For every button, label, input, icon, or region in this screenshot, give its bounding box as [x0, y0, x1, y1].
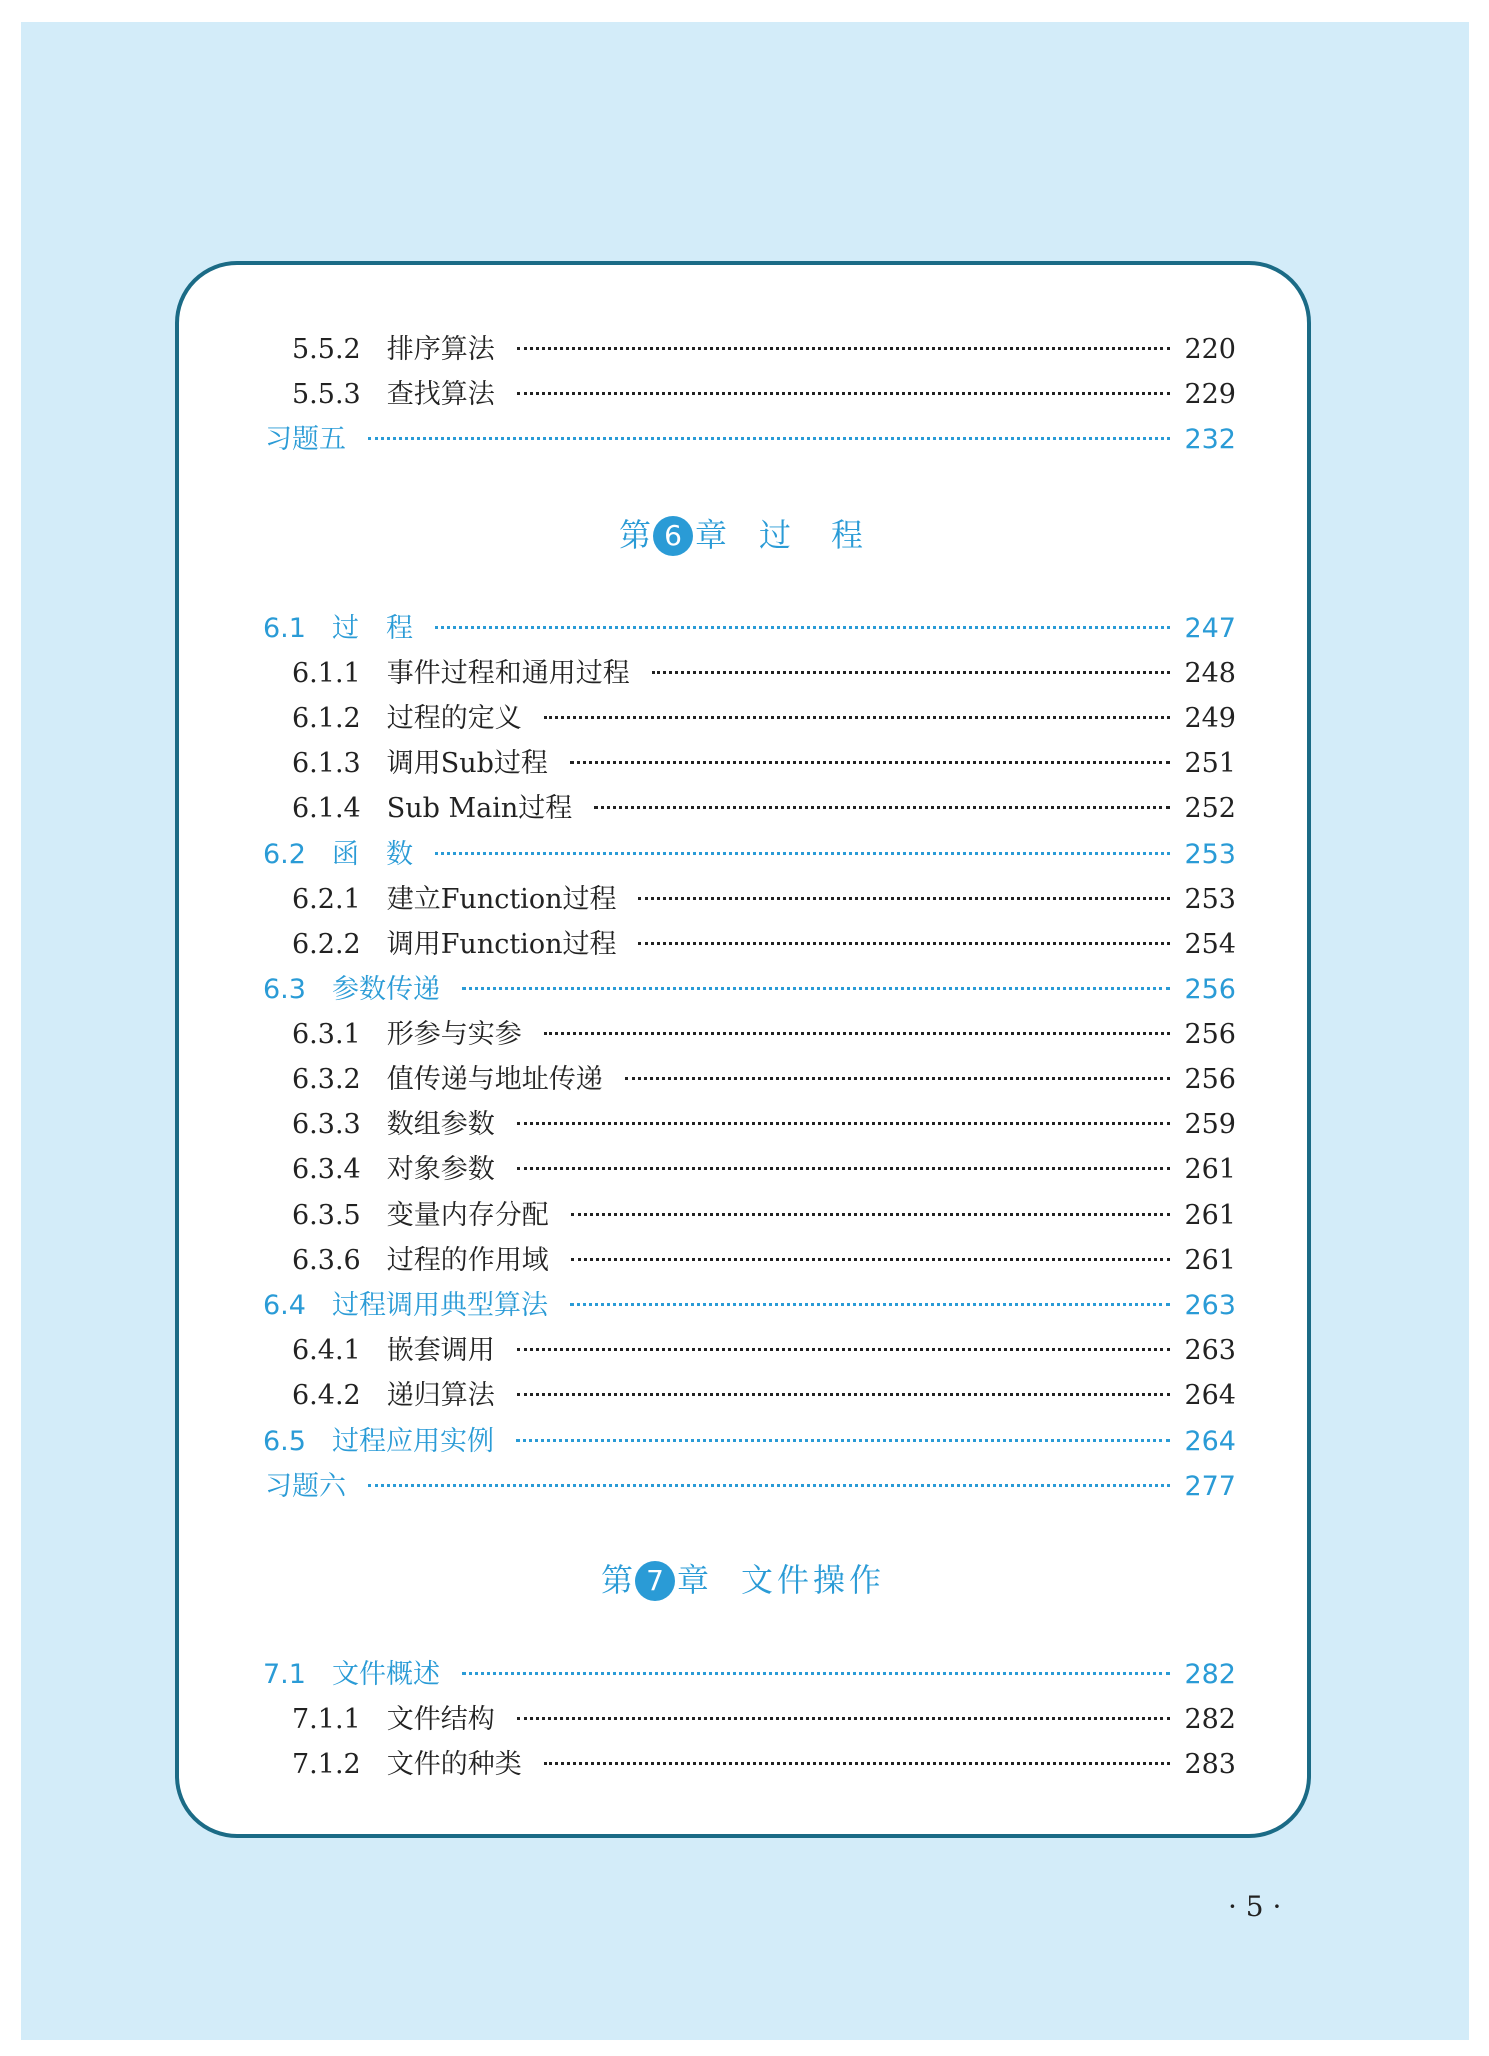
toc-entry-sub[interactable] — [179, 1697, 1307, 1737]
entry-title: 习题五 — [265, 424, 346, 455]
toc-entry-section[interactable] — [179, 606, 1307, 646]
entry-number: 5.5.3 — [292, 379, 361, 410]
entry-page-number: 247 — [1184, 613, 1236, 644]
toc-entry-sub[interactable] — [179, 1102, 1307, 1142]
entry-page-number: 259 — [1184, 1109, 1236, 1140]
entry-number: 6.3.6 — [292, 1245, 361, 1276]
entry-number: 6.1 — [263, 613, 306, 644]
chapter-heading — [179, 512, 1307, 558]
entry-title: 参数传递 — [331, 974, 440, 1005]
toc-entry-section[interactable] — [179, 1419, 1307, 1459]
dot-leader — [594, 806, 1170, 809]
entry-title: 文件的种类 — [386, 1749, 522, 1780]
dot-leader — [625, 1077, 1171, 1080]
toc-entry-section[interactable] — [179, 1283, 1307, 1323]
entry-number: 6.3.3 — [292, 1109, 361, 1140]
entry-page-number: 252 — [1184, 793, 1236, 824]
dot-leader — [435, 852, 1171, 855]
entry-page-number: 256 — [1184, 1064, 1236, 1095]
toc-entry-sub[interactable] — [179, 651, 1307, 691]
toc-entry-sub[interactable] — [179, 922, 1307, 962]
toc-entry-sub[interactable] — [179, 877, 1307, 917]
toc-entry-sub[interactable] — [179, 327, 1307, 367]
entry-title: 嵌套调用 — [386, 1335, 495, 1366]
dot-leader — [571, 1258, 1171, 1261]
entry-title: 文件结构 — [386, 1704, 495, 1735]
entry-title: 递归算法 — [386, 1380, 495, 1411]
entry-page-number: 261 — [1184, 1200, 1236, 1231]
dot-leader — [570, 761, 1171, 764]
entry-page-number: 261 — [1184, 1245, 1236, 1276]
toc-entry-sub[interactable] — [179, 1147, 1307, 1187]
dot-leader — [368, 1484, 1170, 1487]
toc-entry-sub[interactable] — [179, 1193, 1307, 1233]
dot-leader — [517, 1717, 1171, 1720]
dot-leader — [638, 942, 1170, 945]
entry-title: 对象参数 — [386, 1154, 495, 1185]
chapter-heading — [179, 1557, 1307, 1603]
toc-entry-sub[interactable] — [179, 1373, 1307, 1413]
entry-page-number: 277 — [1184, 1471, 1236, 1502]
dot-leader — [516, 1439, 1171, 1442]
entry-page-number: 251 — [1184, 748, 1236, 779]
toc-entry-sub[interactable] — [179, 1238, 1307, 1278]
entry-page-number: 282 — [1184, 1704, 1236, 1735]
chapter-number-badge: 6 — [653, 516, 693, 556]
entry-page-number: 253 — [1184, 884, 1236, 915]
entry-number: 6.3 — [263, 974, 306, 1005]
entry-title: 建立Function过程 — [386, 884, 617, 915]
entry-page-number: 282 — [1184, 1659, 1236, 1690]
entry-number: 6.4 — [263, 1290, 306, 1321]
dot-leader — [435, 626, 1171, 629]
entry-page-number: 263 — [1184, 1290, 1236, 1321]
entry-number: 6.4.2 — [292, 1380, 361, 1411]
dot-leader — [570, 1303, 1171, 1306]
chapter-prefix: 第 — [618, 516, 651, 554]
entry-number: 6.1.2 — [292, 703, 361, 734]
toc-entry-sub[interactable] — [179, 372, 1307, 412]
toc-entry-sub[interactable] — [179, 786, 1307, 826]
entry-number: 6.3.5 — [292, 1200, 361, 1231]
dot-leader — [368, 437, 1170, 440]
toc-entry-exercise[interactable] — [179, 417, 1307, 457]
chapter-number-badge: 7 — [635, 1561, 675, 1601]
entry-number: 6.3.4 — [292, 1154, 361, 1185]
entry-title: 文件概述 — [331, 1659, 440, 1690]
entry-number: 5.5.2 — [292, 334, 361, 365]
dot-leader — [517, 1393, 1171, 1396]
dot-leader — [517, 1122, 1171, 1125]
entry-title: 过程的作用域 — [386, 1245, 549, 1276]
entry-title: 数组参数 — [386, 1109, 495, 1140]
dot-leader — [462, 987, 1171, 990]
entry-number: 6.2.2 — [292, 929, 361, 960]
toc-entry-sub[interactable] — [179, 741, 1307, 781]
entry-page-number: 248 — [1184, 658, 1236, 689]
page-number: · 5 · — [1228, 1890, 1282, 1923]
dot-leader — [462, 1672, 1171, 1675]
entry-page-number: 229 — [1184, 379, 1236, 410]
entry-title: 调用Sub过程 — [386, 748, 548, 779]
dot-leader — [517, 392, 1171, 395]
entry-title: 习题六 — [265, 1471, 346, 1502]
chapter-title: 文件操作 — [741, 1561, 886, 1599]
entry-number: 6.1.1 — [292, 658, 361, 689]
toc-entry-sub[interactable] — [179, 1328, 1307, 1368]
entry-title: 查找算法 — [386, 379, 495, 410]
entry-title: 过程的定义 — [386, 703, 522, 734]
entry-page-number: 261 — [1184, 1154, 1236, 1185]
entry-page-number: 220 — [1184, 334, 1236, 365]
chapter-prefix: 第 — [600, 1561, 633, 1599]
entry-title: 过 程 — [331, 613, 413, 644]
dot-leader — [652, 671, 1171, 674]
toc-entry-section[interactable] — [179, 967, 1307, 1007]
entry-page-number: 253 — [1184, 839, 1236, 870]
entry-number: 6.3.1 — [292, 1019, 361, 1050]
toc-entry-section[interactable] — [179, 1652, 1307, 1692]
entry-page-number: 263 — [1184, 1335, 1236, 1366]
entry-title: 变量内存分配 — [386, 1200, 549, 1231]
chapter-title: 过 程 — [759, 516, 868, 554]
entry-title: 过程调用典型算法 — [331, 1290, 548, 1321]
entry-number: 7.1.1 — [292, 1704, 361, 1735]
toc-panel — [175, 261, 1311, 1838]
entry-number: 7.1.2 — [292, 1749, 361, 1780]
entry-number: 6.5 — [263, 1426, 306, 1457]
entry-number: 6.2 — [263, 839, 306, 870]
dot-leader — [517, 1167, 1171, 1170]
toc-entry-sub[interactable] — [179, 1742, 1307, 1782]
entry-page-number: 256 — [1184, 974, 1236, 1005]
entry-title: Sub Main过程 — [386, 793, 573, 824]
toc-entry-section[interactable] — [179, 832, 1307, 872]
entry-page-number: 254 — [1184, 929, 1236, 960]
entry-page-number: 264 — [1184, 1380, 1236, 1411]
entry-title: 函 数 — [331, 839, 413, 870]
entry-title: 值传递与地址传递 — [386, 1064, 603, 1095]
entry-page-number: 256 — [1184, 1019, 1236, 1050]
entry-title: 事件过程和通用过程 — [386, 658, 630, 689]
entry-page-number: 249 — [1184, 703, 1236, 734]
entry-page-number: 264 — [1184, 1426, 1236, 1457]
chapter-suffix: 章 — [676, 1561, 709, 1599]
entry-number: 6.4.1 — [292, 1335, 361, 1366]
chapter-suffix: 章 — [694, 516, 727, 554]
dot-leader — [638, 897, 1170, 900]
entry-title: 排序算法 — [386, 334, 495, 365]
entry-number: 6.1.3 — [292, 748, 361, 779]
entry-page-number: 232 — [1184, 424, 1236, 455]
toc-entry-sub[interactable] — [179, 1012, 1307, 1052]
dot-leader — [544, 1032, 1171, 1035]
toc-entry-exercise[interactable] — [179, 1464, 1307, 1504]
dot-leader — [517, 1348, 1171, 1351]
entry-title: 调用Function过程 — [386, 929, 617, 960]
entry-number: 6.3.2 — [292, 1064, 361, 1095]
entry-title: 形参与实参 — [386, 1019, 522, 1050]
entry-number: 6.1.4 — [292, 793, 361, 824]
toc-entry-sub[interactable] — [179, 696, 1307, 736]
entry-title: 过程应用实例 — [331, 1426, 494, 1457]
entry-number: 7.1 — [263, 1659, 306, 1690]
dot-leader — [544, 716, 1171, 719]
toc-entry-sub[interactable] — [179, 1057, 1307, 1097]
entry-number: 6.2.1 — [292, 884, 361, 915]
dot-leader — [571, 1213, 1171, 1216]
dot-leader — [544, 1762, 1171, 1765]
dot-leader — [517, 347, 1171, 350]
entry-page-number: 283 — [1184, 1749, 1236, 1780]
